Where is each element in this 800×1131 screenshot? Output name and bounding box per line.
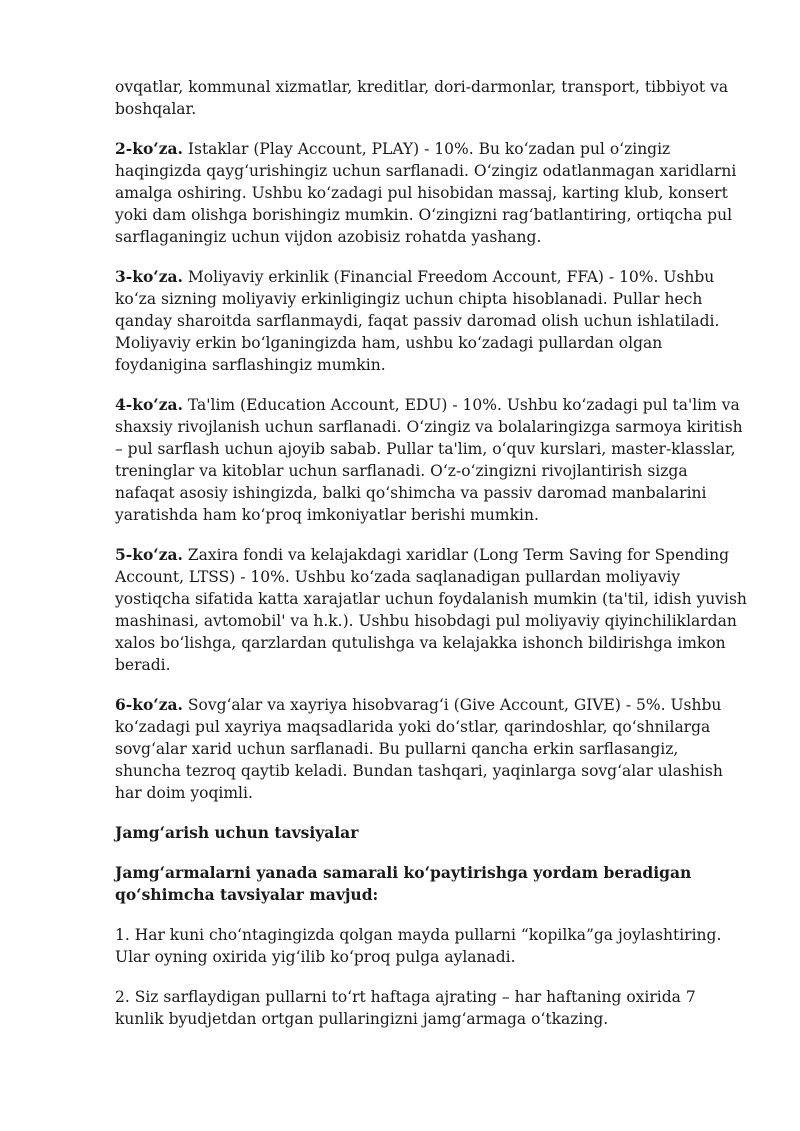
pot-4-paragraph [115,394,747,526]
pot-2-text: Istaklar (Play Account, PLAY) - 10%. Bu ko‘zadan pul o‘zingiz haqingizda qayg‘urishingiz uchun sarflanadi. O‘zingiz odatlanmagan xaridlarni amalga oshiring. Ushbu ko‘zadagi pul hisobidan massaj, karting klub, konsert yoki dam olishga borishingiz mumkin. O‘zingizni rag‘batlantiring, ortiqcha pul sarflaganingiz uchun vijdon azobisiz rohatda yashang. [115,140,737,246]
document-page [115,76,747,1048]
pot-3-text: Moliyaviy erkinlik (Financial Freedom Account, FFA) - 10%. Ushbu ko‘za sizning moliyaviy erkinligingiz uchun chipta hisoblanadi. Pullar hech qanday sharoitda sarflanmaydi, faqat passiv daromad olish uchun ishlatiladi. Moliyaviy erkin bo‘lganingizda ham, ushbu ko‘zadagi pullardan olgan foydanigina sarflashingiz mumkin. [115,268,720,374]
tip-item-2: 2. Siz sarflaydigan pullarni to‘rt haftaga ajrating – har haftaning oxirida 7 kunlik byudjetdan ortgan pullaringizni jamg‘armaga o‘tkazing. [115,988,696,1028]
tip-item-1: 1. Har kuni cho‘ntagingizda qolgan mayda pullarni “kopilka”ga joylashtiring. Ular oyning oxirida yig‘ilib ko‘proq pulga aylanadi. [115,926,722,966]
pot-3-paragraph [115,266,747,376]
pot-6-text: Sovg‘alar va xayriya hisobvarag‘i (Give Account, GIVE) - 5%. Ushbu ko‘zadagi pul xayriya maqsadlarida yoki do‘stlar, qarindoshlar, qo‘shnilarga sovg‘alar xarid uchun sarflanadi. Bu pullarni qancha erkin sarflasangiz, shuncha tezroq qaytib keladi. Bundan tashqari, yaqinlarga sovg‘alar ulashish har doim yoqimli. [115,696,723,802]
intro-paragraph-tail: ovqatlar, kommunal xizmatlar, kreditlar, dori-darmonlar, transport, tibbiyot va boshqalar. [115,78,729,118]
pot-5-paragraph [115,544,747,676]
pot-5-label: 5-ko‘za. [115,545,183,564]
pot-6-label: 6-ko‘za. [115,695,183,714]
pot-6-paragraph [115,694,747,804]
pot-2-paragraph [115,138,747,248]
pot-5-text: Zaxira fondi va kelajakdagi xaridlar (Long Term Saving for Spending Account, LTSS) - 10%. Ushbu ko‘zada saqlanadigan pullardan moliyaviy yostiqcha sifatida katta xarajatlar uchun foydalanish mumkin (ta'til, idish yuvish mashinasi, avtomobil' va h.k.). Ushbu hisobdagi pul moliyaviy qiyinchiliklardan xalos bo‘lishga, qarzlardan qutulishga va kelajakka ishonch bildirishga imkon beradi. [115,546,747,674]
pot-4-text: Ta'lim (Education Account, EDU) - 10%. Ushbu ko‘zadagi pul ta'lim va shaxsiy rivojlanish uchun sarflanadi. O‘zingiz va bolalaringizga sarmoya kiritish – pul sarflash uchun ajoyib sabab. Pullar ta'lim, o‘quv kurslari, master-klasslar, treninglar va kitoblar uchun sarflanadi. O‘z-o‘zingizni rivojlantirish sizga nafaqat asosiy ishingizda, balki qo‘shimcha va passiv daromad manbalarini yaratishda ham ko‘proq imkoniyatlar berishi mumkin. [115,396,743,524]
pot-2-label: 2-ko‘za. [115,139,183,158]
section-heading: Jamg‘arish uchun tavsiyalar [115,823,359,842]
pot-3-label: 3-ko‘za. [115,267,183,286]
section-subheading: Jamg‘armalarni yanada samarali ko‘paytirishga yordam beradigan qo‘shimcha tavsiyalar mavjud: [115,863,692,904]
pot-4-label: 4-ko‘za. [115,395,183,414]
